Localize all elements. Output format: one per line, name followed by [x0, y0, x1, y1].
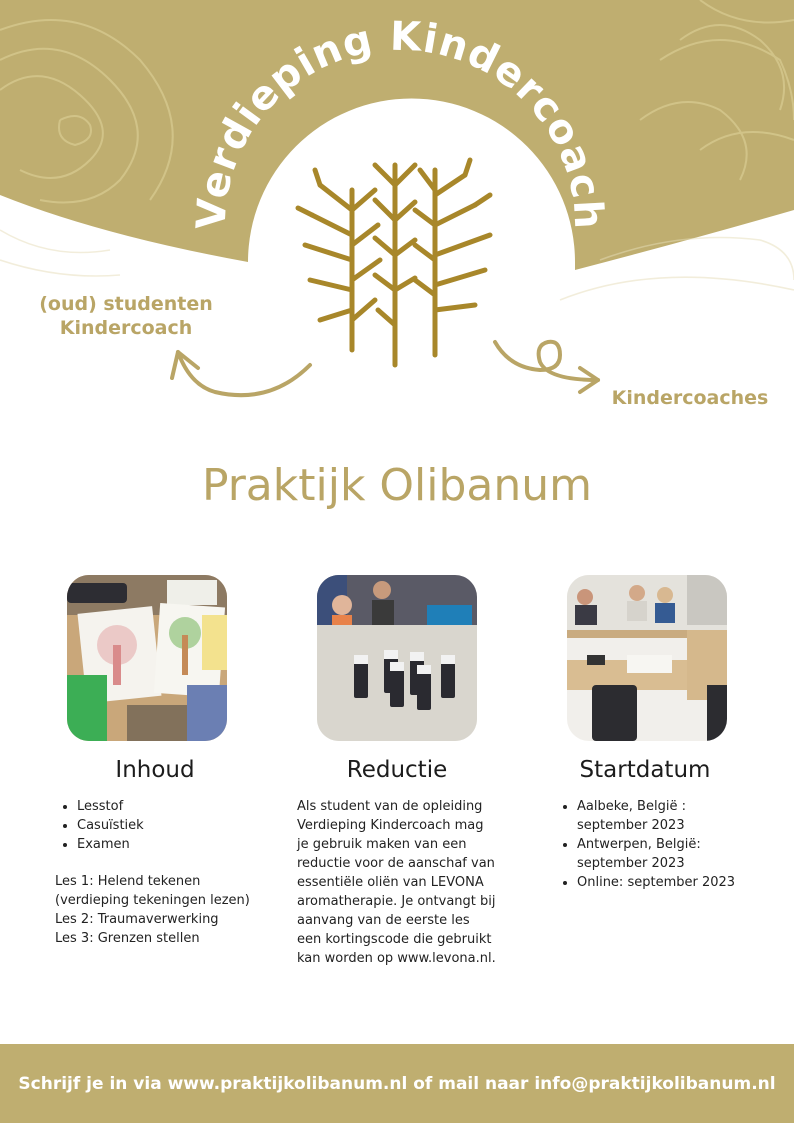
startdatum-title: Startdatum [579, 757, 711, 783]
reductie-title: Reductie [346, 757, 448, 783]
brand-title: Praktijk Olibanum [201, 460, 593, 511]
list-item: • Lesstof [77, 797, 255, 816]
photo-classroom [567, 575, 727, 741]
footer-text: Schrijf je in via www.praktijkolibanum.nl of mail naar info@praktijkolibanum.nl [18, 1073, 776, 1094]
arrow-left-icon [178, 352, 310, 395]
arrows-graphic [0, 330, 794, 410]
reductie-text: Als student van de opleiding Verdieping Kindercoach mag je gebruik maken van een reductie voor de aanschaf van essentiële oliën van LEVONA aromatherapie. Je ontvangt bij aanvang van de eerste les een kortingscode die gebruikt kan worden op www.levona.nl. [297, 799, 496, 966]
inhoud-title: Inhoud [115, 757, 195, 783]
inhoud-list [55, 797, 255, 854]
column-startdatum [555, 575, 755, 892]
column-reductie [297, 575, 497, 968]
audience-left-label: (oud) studenten Kindercoach [39, 293, 213, 339]
list-item: • Examen [77, 835, 255, 854]
list-item: • Casuïstiek [77, 816, 255, 835]
lesson-3: Les 3: Grenzen stellen [55, 931, 200, 946]
photo-drawings [67, 575, 227, 741]
lesson-1: Les 1: Helend tekenen (verdieping tekeningen lezen) [55, 874, 250, 908]
arrow-right-icon [495, 342, 598, 380]
list-item: • Antwerpen, België: september 2023 [577, 835, 755, 873]
footer-bar [0, 1044, 794, 1123]
column-inhoud [55, 575, 255, 948]
startdatum-list [555, 797, 755, 892]
list-item: • Aalbeke, België : september 2023 [577, 797, 755, 835]
arc-title-text: Verdieping Kindercoach [188, 13, 612, 231]
lesson-2: Les 2: Traumaverwerking [55, 912, 219, 927]
photo-oils [317, 575, 477, 741]
audience-right-label: Kindercoaches [611, 387, 769, 409]
list-item: • Online: september 2023 [577, 873, 755, 892]
